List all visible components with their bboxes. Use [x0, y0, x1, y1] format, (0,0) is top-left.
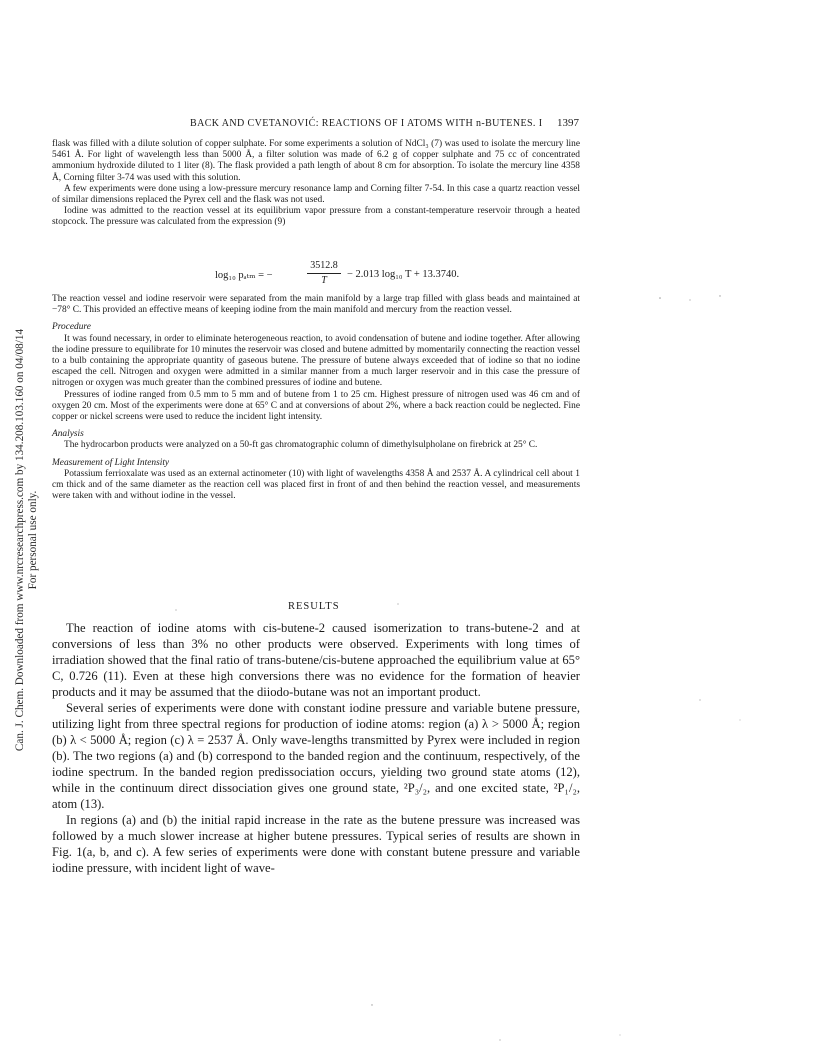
paragraph-procedure-1: It was found necessary, in order to eliminate heterogeneous reaction, to avoid condensation of butene and iodine together. After allowing the iodine pressure to equilibrate for 10 minutes the reservoir was closed and butene admitted by momentarily connecting the reaction vessel to a bulb containing the appropriate quantity of gaseous butene. The pressure of butene always exceeded that of iodine so that no iodine escaped the cell. Nitrogen and oxygen were admitted in a similar manner from a much larger reservoir and in this case the pressure of nitrogen or oxygen was much greater than the combined pressures of iodine and butene.	[52, 333, 580, 389]
results-heading: RESULTS	[288, 601, 340, 612]
light-intensity-heading: Measurement of Light Intensity	[52, 457, 170, 468]
equation-numerator: 3512.8	[310, 260, 338, 271]
analysis-heading: Analysis	[52, 429, 84, 440]
paragraph-analysis: The hydrocarbon products were analyzed on a 50-ft gas chromatographic column of dimethylsulpholane on firebrick at 25° C.	[64, 440, 538, 451]
paragraph-results-1: The reaction of iodine atoms with cis-butene-2 caused isomerization to trans-butene-2 and at conversions of less than 3% no other products were observed. Experiments with long times of irradiation showed that the final ratio of trans-butene/cis-butene approached the equilibrium value at 65° C, 0.726 (11). Even at these high conversions there was no evidence for the formation of heavier products and it may be assumed that the diiodo-butane was not an important product.	[52, 621, 580, 699]
equation-rhs: − 2.013 log₁₀ T + 13.3740.	[347, 269, 460, 280]
paragraph-iodine-admission: Iodine was admitted to the reaction vessel at its equilibrium vapor pressure from a constant-temperature reservoir through a heated stopcock. The pressure was calculated from the expression (9)	[52, 206, 580, 228]
paragraph-mercury-lamp: A few experiments were done using a low-pressure mercury resonance lamp and Corning filter 7-54. In this case a quartz reaction vessel of similar dimensions replaced the Pyrex cell and the flask was not used.	[52, 183, 580, 206]
watermark-line-1: Can. J. Chem. Downloaded from www.nrcresearchpress.com by 134.208.103.160 on 04/08/14	[14, 328, 26, 752]
watermark-line-2: For personal use only.	[27, 490, 39, 590]
running-title: BACK AND CVETANOVIĆ: REACTIONS OF I ATOMS WITH n-BUTENES. I	[190, 118, 543, 129]
paragraph-procedure-2: Pressures of iodine ranged from 0.5 mm to 5 mm and of butene from 1 to 25 cm. Highest pressure of nitrogen used was 46 cm and of oxygen 20 cm. Most of the experiments were done at 65° C and at conversions of about 2%, where a back reaction could be neglected. Fine copper or nickel screens were used to reduce the incident light intensity.	[52, 389, 580, 423]
equation-lhs: log₁₀ pₐₜₘ = −	[215, 270, 273, 281]
procedure-heading: Procedure	[52, 322, 91, 333]
paragraph-results-3: In regions (a) and (b) the initial rapid increase in the rate as the butene pressure was increased was followed by a much slower increase at higher butene pressures. Typical series of results are shown in Fig. 1(a, b, and c). A few series of experiments were done with constant butene pressure and variable iodine pressure, with incident light of wave-	[52, 813, 580, 875]
paragraph-trap: The reaction vessel and iodine reservoir were separated from the main manifold by a large trap filled with glass beads and maintained at −78° C. This provided an effective means of keeping iodine from the main manifold and mercury from the reaction vessel.	[52, 294, 580, 316]
paragraph-light-intensity: Potassium ferrioxalate was used as an external actinometer (10) with light of wavelengths 4358 Å and 2537 Å. A cylindrical cell about 1 cm thick and of the same diameter as the reaction cell was placed first in front of and then behind the reaction vessel, and measurements were taken with and without iodine in the vessel.	[52, 468, 580, 502]
equation-denominator: T	[321, 275, 327, 286]
page-number: 1397	[557, 117, 579, 129]
paragraph-filter-solution: flask was filled with a dilute solution of copper sulphate. For some experiments a solution of NdCl₃ (7) was used to isolate the mercury line 5461 Å. For light of wavelength less than 5000 Å, a filter solution was made of 6.2 g of copper sulphate and 75 cc of concentrated ammonium hydroxide diluted to 1 liter (8). The flask provided a path length of about 8 cm for absorption. To isolate the mercury line 4358 Å, Corning filter 3-74 was used with this solution.	[52, 139, 580, 183]
paragraph-results-2: Several series of experiments were done with constant iodine pressure and variable butene pressure, utilizing light from three spectral regions for production of iodine atoms: region (a) λ > 5000 Å; region (b) λ < 5000 Å; region (c) λ = 2537 Å. Only wave-lengths transmitted by Pyrex were included in region (b). The two regions (a) and (b) correspond to the banded region and the continuum, respectively, of the iodine spectrum. In the banded region predissociation occurs, yielding two ground state atoms (12), while in the continuum direct dissociation gives one ground state, ²P₃/₂, and one excited state, ²P₁/₂, atom (13).	[52, 701, 580, 811]
